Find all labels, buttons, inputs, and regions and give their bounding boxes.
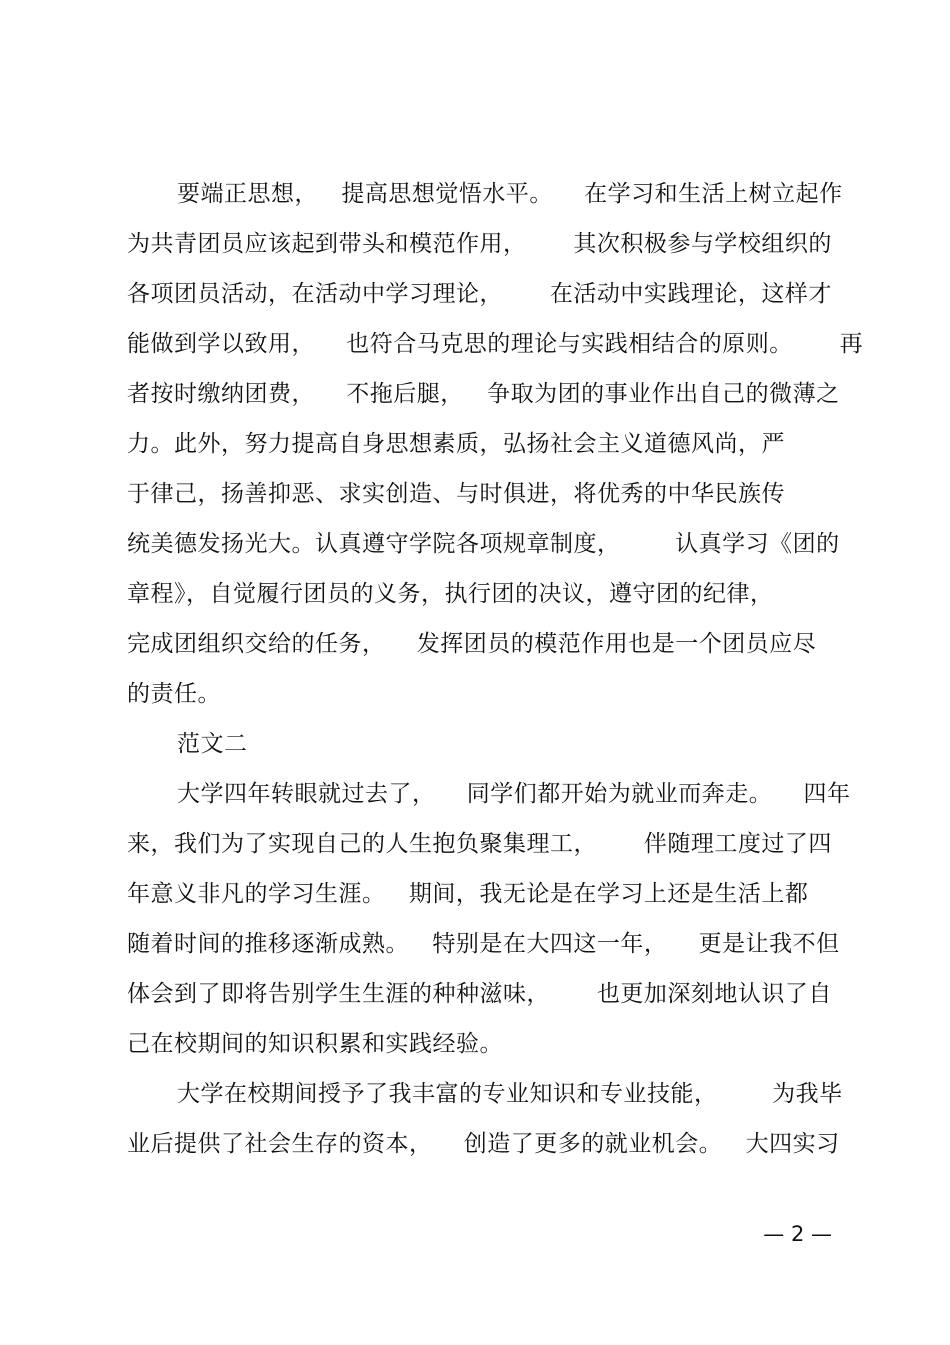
text-line: 者按时缴纳团费， 不拖后腿， 争取为团的事业作出自己的微薄之	[127, 381, 840, 407]
page-number: — 2 —	[763, 1222, 832, 1246]
text-line: 的责任。	[127, 681, 221, 707]
section-heading: 范文二	[177, 731, 248, 757]
text-line: 体会到了即将告别学生生涯的种种滋味， 也更加深刻地认识了自	[127, 981, 832, 1007]
text-line: 业后提供了社会生存的资本， 创造了更多的就业机会。 大四实习	[127, 1131, 840, 1157]
text-line: 能做到学以致用， 也符合马克思的理论与实践相结合的原则。 再	[127, 331, 864, 357]
text-line: 大学在校期间授予了我丰富的专业知识和专业技能， 为我毕	[177, 1081, 843, 1107]
text-line: 来，我们为了实现自己的人生抱负聚集理工， 伴随理工度过了四	[127, 831, 832, 857]
text-line: 己在校期间的知识积累和实践经验。	[127, 1031, 503, 1057]
text-line: 为共青团员应该起到带头和模范作用， 其次积极参与学校组织的	[127, 231, 832, 257]
text-line: 力。此外，努力提高自身思想素质，弘扬社会主义道德风尚，严	[127, 431, 785, 457]
text-line: 于律己，扬善抑恶、求实创造、与时俱进，将优秀的中华民族传	[127, 481, 785, 507]
text-line: 随着时间的推移逐渐成熟。 特别是在大四这一年， 更是让我不但	[127, 931, 840, 957]
text-line: 章程》，自觉履行团员的义务，执行团的决议，遵守团的纪律，	[127, 581, 774, 607]
text-line: 统美德发扬光大。认真遵守学院各项规章制度， 认真学习《团的	[127, 531, 840, 557]
text-line: 年意义非凡的学习生涯。 期间，我无论是在学习上还是生活上都	[127, 881, 809, 907]
text-line: 要端正思想， 提高思想觉悟水平。 在学习和生活上树立起作	[177, 181, 843, 207]
text-line: 完成团组织交给的任务， 发挥团员的模范作用也是一个团员应尽	[127, 631, 817, 657]
text-line: 大学四年转眼就过去了， 同学们都开始为就业而奔走。 四年	[177, 781, 851, 807]
text-line: 各项团员活动，在活动中学习理论， 在活动中实践理论，这样才	[127, 281, 832, 307]
